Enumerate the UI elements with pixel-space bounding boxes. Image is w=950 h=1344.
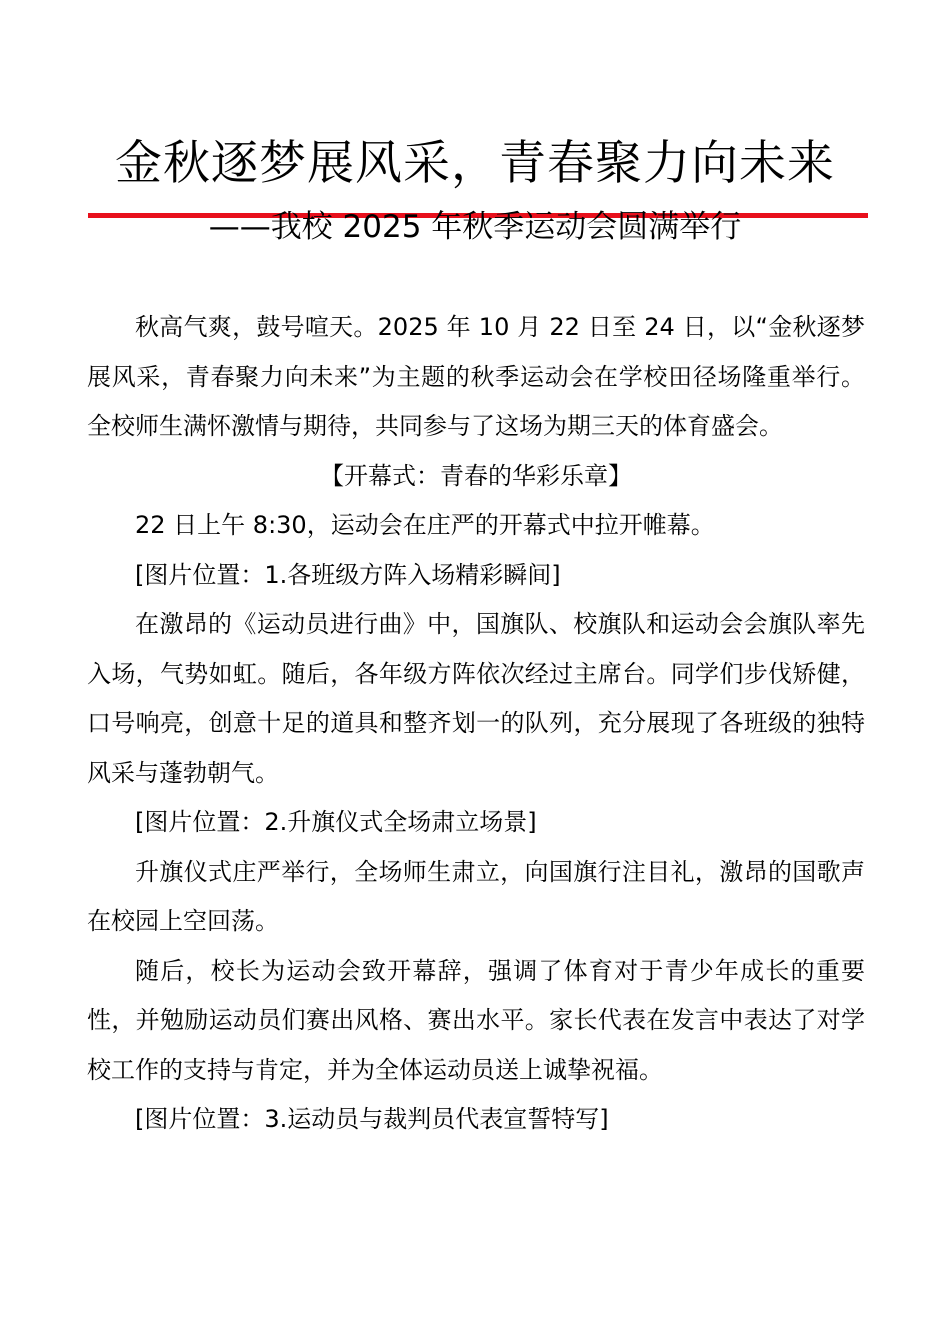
section-heading-opening-ceremony: 【开幕式：青春的华彩乐章】	[320, 461, 632, 490]
document-body	[87, 303, 865, 1145]
paragraph-march-in: 在激昂的《运动员进行曲》中，国旗队、校旗队和运动会会旗队率先入场，气势如虹。随后，各年级方阵依次经过主席台。同学们步伐矫健，口号响亮，创意十足的道具和整齐划一的队列，充分展现了各班级的独特风采与蓬勃朝气。	[87, 610, 865, 787]
paragraph-speeches: 随后，校长为运动会致开幕辞，强调了体育对于青少年成长的重要性，并勉励运动员们赛出风格、赛出水平。家长代表在发言中表达了对学校工作的支持与肯定，并为全体运动员送上诚挚祝福。	[87, 956, 865, 1084]
paragraph-intro: 秋高气爽，鼓号喧天。2025 年 10 月 22 日至 24 日，以“金秋逐梦展风采，青春聚力向未来”为主题的秋季运动会在学校田径场隆重举行。全校师生满怀激情与期待，共同参与了这场为期三天的体育盛会。	[87, 313, 865, 440]
image-placeholder-1: [图片位置：1.各班级方阵入场精彩瞬间]	[135, 560, 561, 589]
document-title: 金秋逐梦展风采，青春聚力向未来	[115, 136, 835, 191]
document-subtitle: ——我校 2025 年秋季运动会圆满举行	[208, 209, 742, 245]
paragraph-opening-time: 22 日上午 8:30，运动会在庄严的开幕式中拉开帷幕。	[135, 511, 715, 539]
image-placeholder-3: [图片位置：3.运动员与裁判员代表宣誓特写]	[135, 1105, 609, 1133]
image-placeholder-2: [图片位置：2.升旗仪式全场肃立场景]	[135, 808, 537, 836]
paragraph-flag-raising: 升旗仪式庄严举行，全场师生肃立，向国旗行注目礼，激昂的国歌声在校园上空回荡。	[87, 857, 865, 935]
